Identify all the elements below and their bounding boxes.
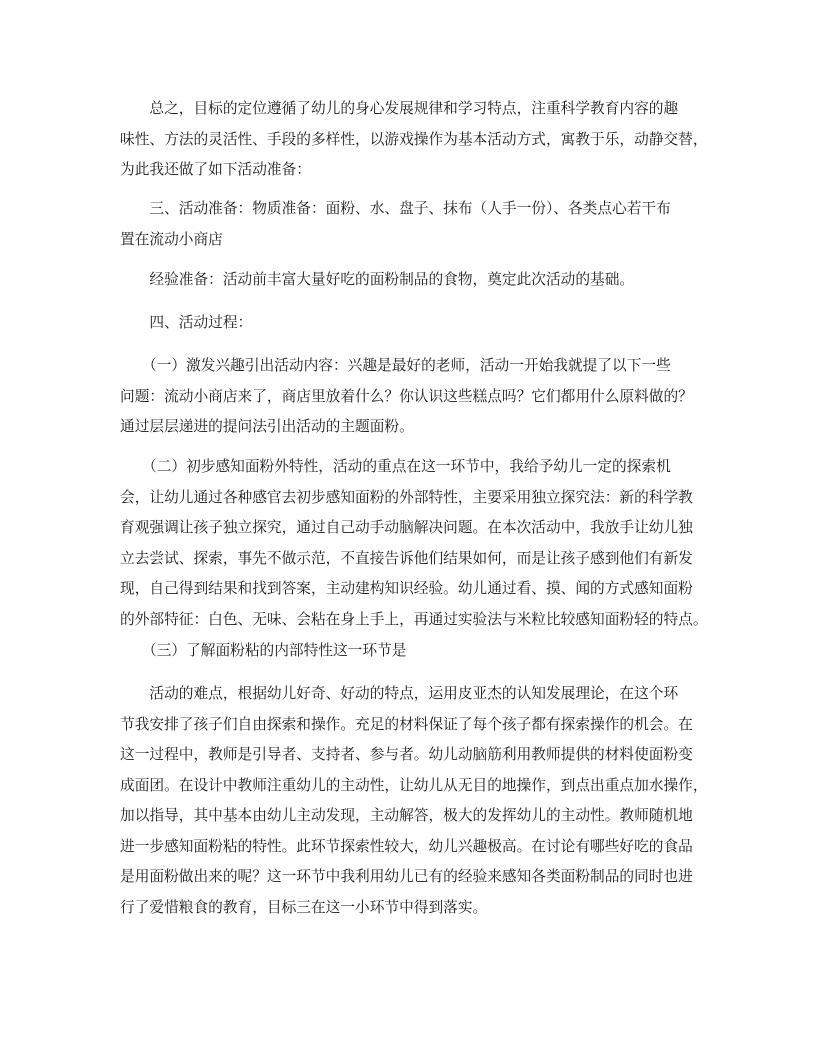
text-line: 的外部特征：白色、无味、会粘在身上手上，再通过实验法与米粒比较感知面粉轻的特点。 — [120, 610, 708, 628]
text-line: 育观强调让孩子独立探究，通过自己动手动脑解决问题。在本次活动中，我放手让幼儿独 — [120, 519, 693, 536]
paragraph-step-one — [120, 351, 708, 443]
text-line: 立去尝试、探索，事先不做示范，不直接告诉他们结果如何，而是让孩子感到他们有新发 — [120, 549, 693, 567]
text-line: 这一过程中，教师是引导者、支持者、参与者。幼儿动脑筋利用教师提供的材料使面粉变 — [120, 746, 693, 763]
text-line: 四、活动过程： — [120, 314, 253, 331]
text-line: 加以指导，其中基本由幼儿主动发现，主动解答，极大的发挥幼儿的主动性。教师随机地 — [120, 807, 693, 824]
text-line: 现，自己得到结果和找到答案，主动建构知识经验。幼儿通过看、摸、闻的方式感知面粉 — [120, 580, 693, 597]
text-line: 成面团。在设计中教师注重幼儿的主动性，让幼儿从无目的地操作，到点出重点加水操作， — [120, 776, 708, 794]
paragraph-activity-difficulty — [120, 679, 708, 923]
text-line: 问题：流动小商店来了，商店里放着什么？你认识这些糕点吗？它们都用什么原料做的？ — [120, 387, 693, 405]
text-line: 是用面粉做出来的呢？这一环节中我利用幼儿已有的经验来感知各类面粉制品的同时也进 — [120, 868, 693, 885]
paragraph-step-two — [120, 452, 708, 635]
text-line: 三、活动准备：物质准备：面粉、水、盘子、抹布（人手一份）、各类点心若干布 — [120, 200, 671, 217]
text-line: 进一步感知面粉粘的特性。此环节探索性较大，幼儿兴趣极高。在讨论有哪些好吃的食品 — [120, 837, 693, 855]
text-line: 置在流动小商店 — [120, 230, 223, 248]
text-line: 总之，目标的定位遵循了幼儿的身心发展规律和学习特点，注重科学教育内容的趣 — [120, 100, 679, 117]
text-line: 通过层层递进的提问法引出活动的主题面粉。 — [120, 418, 414, 435]
text-line: 活动的难点，根据幼儿好奇、好动的特点，运用皮亚杰的认知发展理论，在这个环 — [120, 685, 679, 702]
text-line: 行了爱惜粮食的教育，目标三在这一小环节中得到落实。 — [120, 898, 488, 916]
text-line: （三）了解面粉粘的内部特性这一环节是 — [120, 642, 407, 659]
text-line: （二）初步感知面粉外特性，活动的重点在这一环节中，我给予幼儿一定的探索机 — [120, 458, 671, 475]
section-heading-activity-process — [120, 308, 708, 339]
paragraph-experience-preparation — [120, 265, 708, 296]
paragraph-summary — [120, 94, 708, 186]
paragraph-activity-preparation — [120, 194, 708, 255]
text-line: （一）激发兴趣引出活动内容：兴趣是最好的老师，活动一开始我就提了以下一些 — [120, 357, 671, 374]
text-line: 为此我还做了如下活动准备： — [120, 161, 311, 178]
text-line: 节我安排了孩子们自由探索和操作。充足的材料保证了每个孩子都有探索操作的机会。在 — [120, 715, 693, 733]
paragraph-step-three — [120, 636, 708, 667]
text-line: 味性、方法的灵活性、手段的多样性，以游戏操作为基本活动方式，寓教于乐，动静交替， — [120, 130, 708, 148]
text-line: 会，让幼儿通过各种感官去初步感知面粉的外部特性，主要采用独立探究法：新的科学教 — [120, 488, 693, 506]
text-line: 经验准备：活动前丰富大量好吃的面粉制品的食物，奠定此次活动的基础。 — [120, 271, 635, 288]
